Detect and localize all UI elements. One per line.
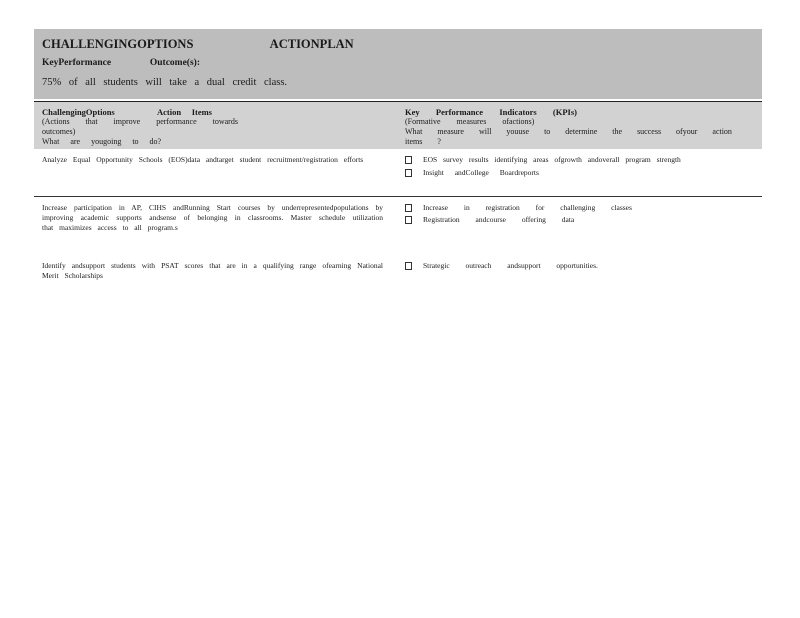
- checkbox-icon: [405, 204, 412, 212]
- action-items-title: [42, 107, 212, 117]
- header-right-c: Indicators: [499, 107, 537, 117]
- list-item: [405, 203, 730, 213]
- kpi-sub1: (Formative measures ofactions): [405, 117, 535, 126]
- action-item-text: Increase participation in AP, CIHS andRunning Start courses by underrepresentedpopulations by improving academic supports andsense of belonging in classrooms. Master schedule utilization that maximizes access to all program.s: [42, 203, 383, 232]
- kpi-title: [405, 107, 577, 117]
- checkbox-icon: [405, 262, 412, 270]
- kpo-label-a: KeyPerformance: [42, 58, 112, 68]
- kpi-text: Registration andcourse offering data: [423, 215, 575, 224]
- list-item: [405, 215, 730, 225]
- action-item-text: Analyze Equal Opportunity Schools (EOS)data andtarget student recruitment/registration efforts: [42, 155, 364, 164]
- header-left-sub1: (Actions that improve performance towards outcomes): [42, 117, 238, 136]
- document-page: [34, 29, 762, 280]
- title-banner: [34, 29, 762, 99]
- row-divider: [34, 196, 762, 197]
- kpo-label-b: Outcome(s):: [149, 58, 200, 68]
- kpi-header: [405, 107, 755, 147]
- kpi-text: EOS survey results identifying areas ofgrowth andoverall program strength: [423, 155, 681, 164]
- checkbox-icon: [405, 169, 412, 177]
- list-item: [405, 155, 730, 165]
- action-items-header: [42, 107, 402, 147]
- checkbox-icon: [405, 156, 412, 164]
- header-left-b: Action: [156, 107, 182, 117]
- kpi-text: Insight andCollege Boardreports: [423, 168, 539, 177]
- kpi-text: Increase in registration for challenging classes: [423, 203, 632, 212]
- kpi-list: [405, 155, 730, 180]
- header-right-a: Key: [405, 107, 420, 117]
- kpi-sub2: What measure will youuse to determine the success ofyour action items ?: [405, 127, 732, 146]
- action-item-text: Identify andsupport students with PSAT scores that are in a qualifying range ofearning National Merit Scholarships: [42, 261, 383, 280]
- header-left-c: Items: [191, 107, 212, 117]
- header-right-b: Performance: [435, 107, 484, 117]
- document-title: [42, 37, 354, 52]
- header-right-d: (KPIs): [552, 107, 577, 117]
- list-item: [405, 168, 730, 178]
- outcome-text: 75% of all students will take a dual credit class.: [42, 77, 288, 88]
- title-right: ACTIONPLAN: [269, 37, 354, 51]
- list-item: [405, 261, 730, 271]
- kpi-list: [405, 203, 730, 227]
- checkbox-icon: [405, 216, 412, 224]
- action-items-sub1: [42, 117, 270, 137]
- kpo-label: [42, 58, 200, 68]
- kpi-list: [405, 261, 730, 273]
- header-left-a: ChallengingOptions: [42, 107, 115, 117]
- action-items-sub2: What are yougoing to do?: [42, 137, 162, 146]
- kpi-text: Strategic outreach andsupport opportunities.: [423, 261, 598, 270]
- title-left: CHALLENGINGOPTIONS: [42, 37, 194, 51]
- table-header: [34, 101, 762, 149]
